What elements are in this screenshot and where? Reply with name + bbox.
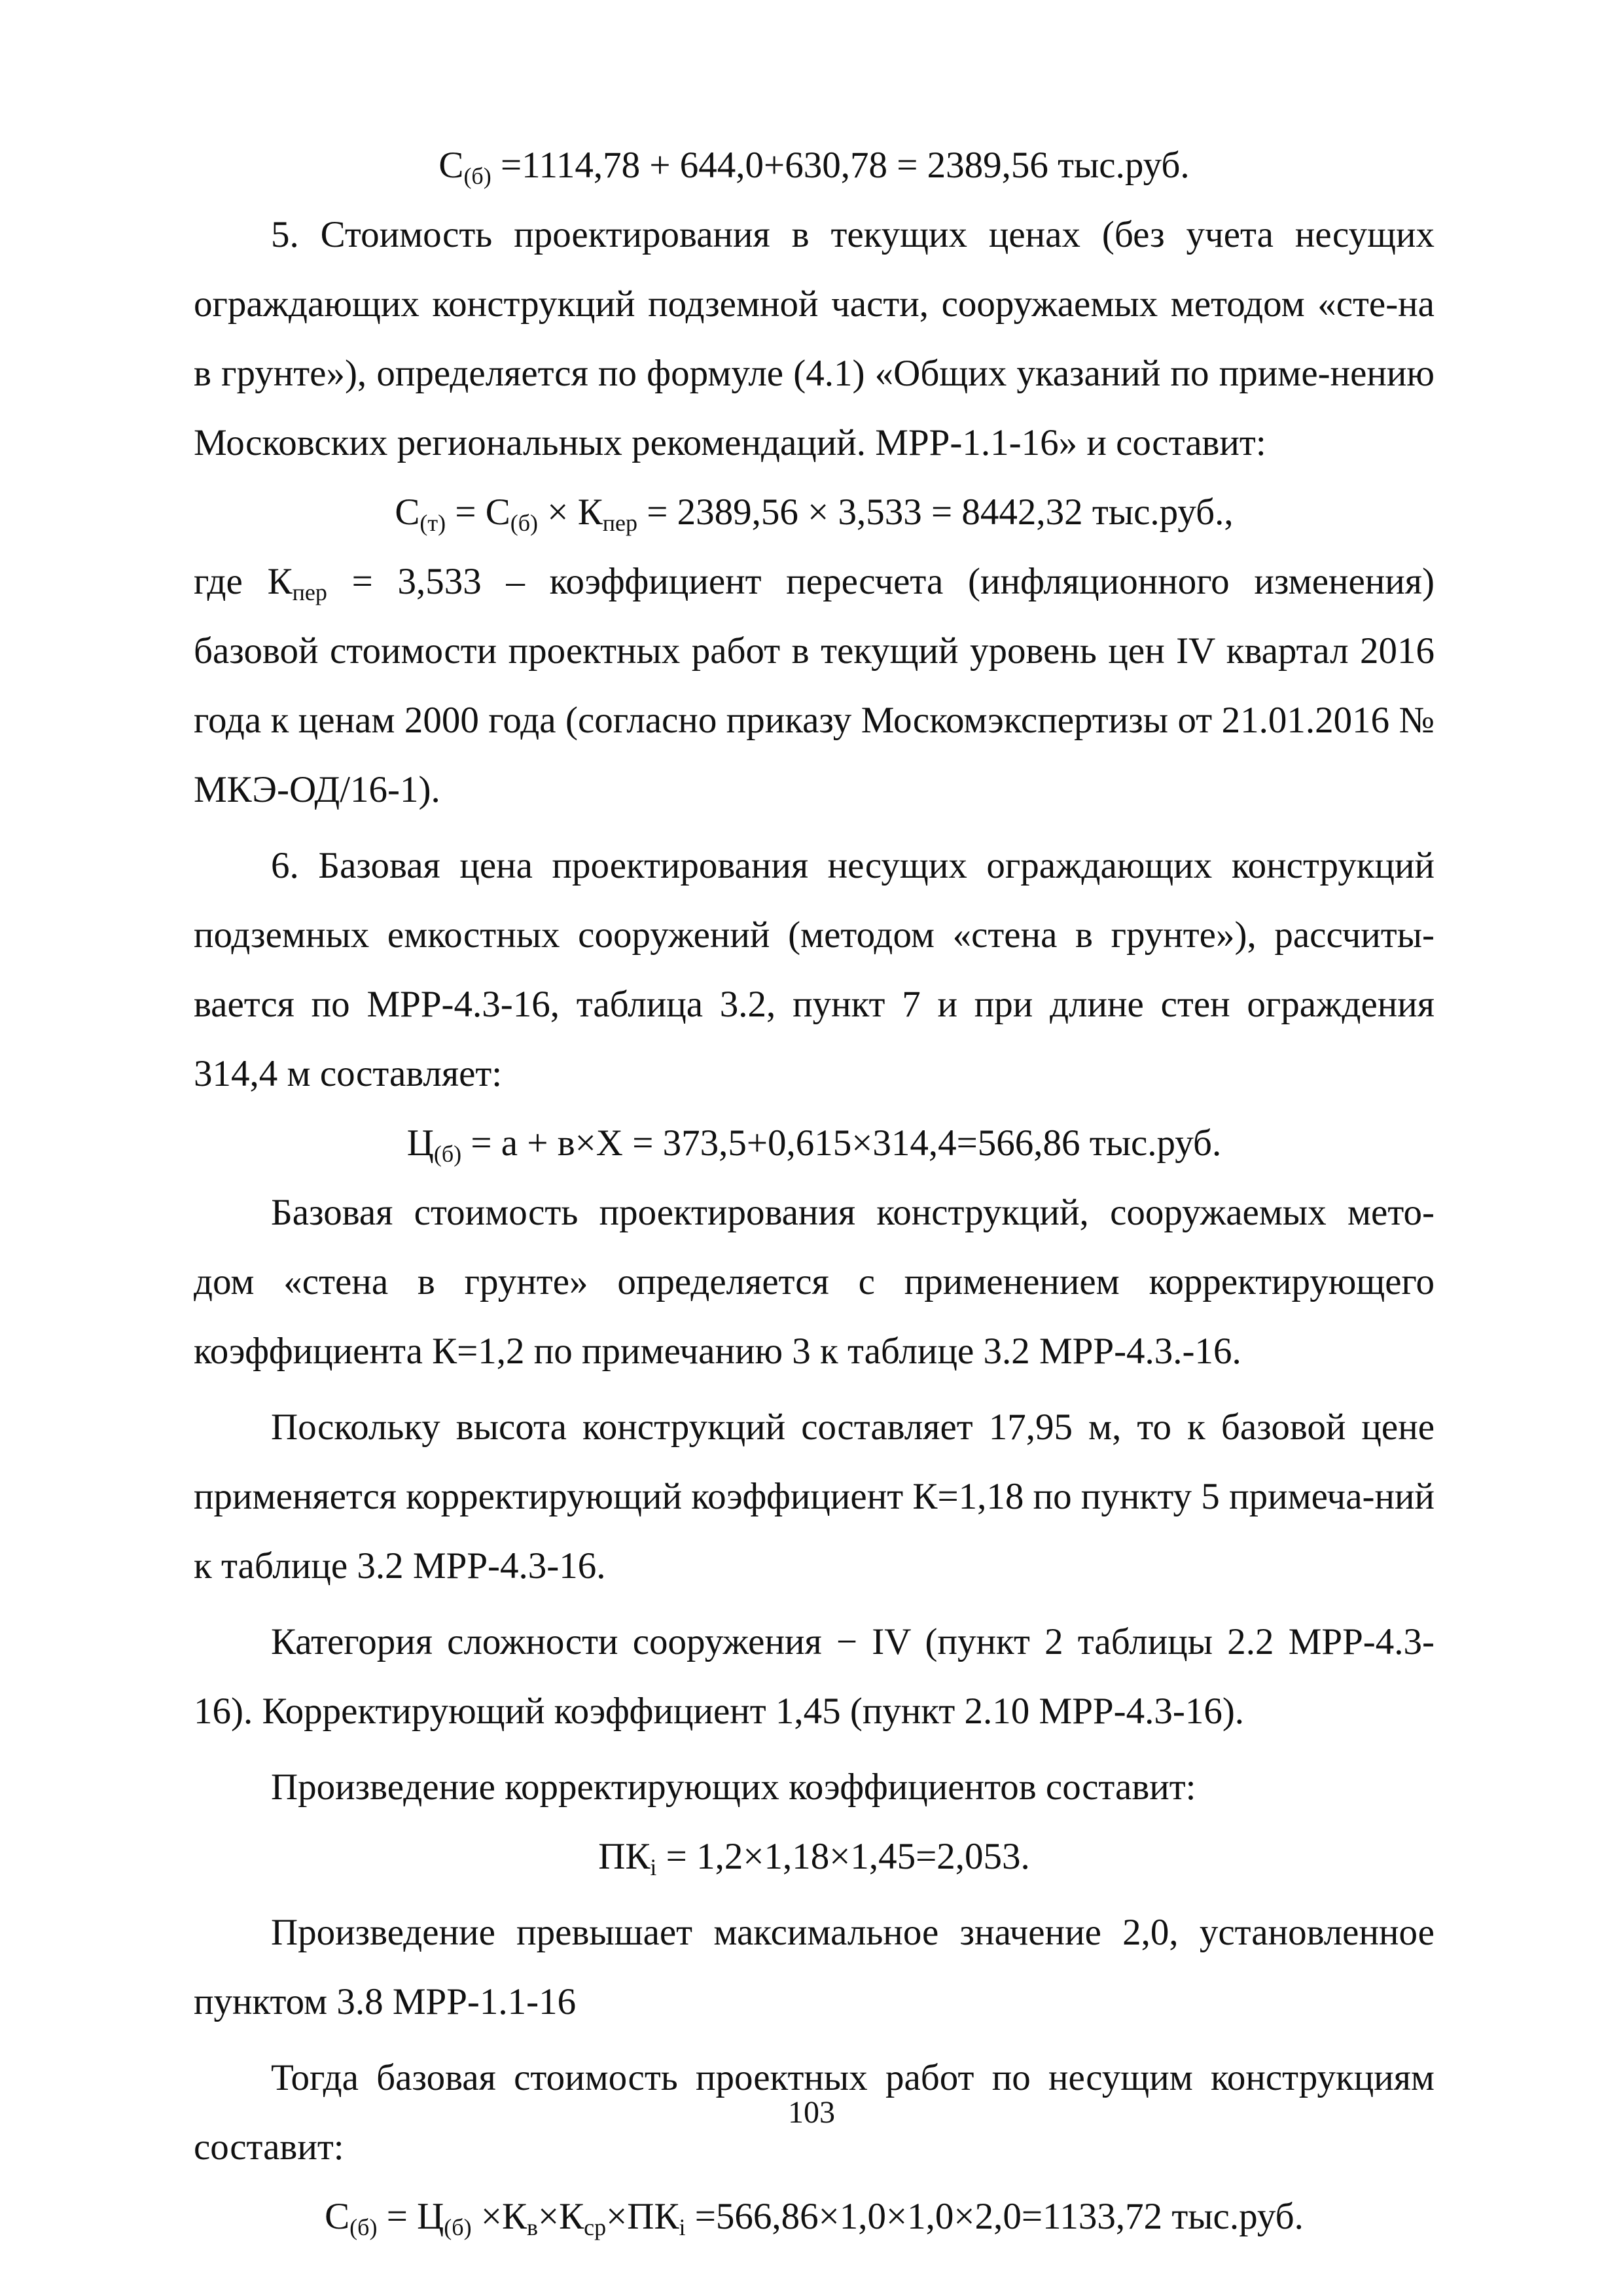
formula-current-cost: $С_{(т)} = С_{(б)} \times К_{пер} = 2389,56 \times 3,533 = 8442,32$ тыс.руб., [395, 492, 1234, 536]
paragraph-base-design-cost: Базовая стоимость проектирования конструкций, сооружаемых мето-дом «стена в грунте» определяется с применением корректирующего коэффициента К=1,2 по примечанию 3 к таблице 3.2 МРР-4.3.-16. [194, 1192, 1435, 1372]
formula-final-base-cost: $С_{(б)} = Ц_{(б)} \times К_в\times К_{ср}\times ПК_i =566,86\times 1,0\times 1,0\times 2,0=1133,72$ тыс.руб. [325, 2196, 1304, 2240]
paragraph-height-coefficient: Поскольку высота конструкций составляет 17,95 м, то к базовой цене применяется корректирующий коэффициент К=1,18 по пункту 5 примеча-ний к таблице 3.2 МРР-4.3-16. [194, 1407, 1435, 1587]
formula-coefficient-product: $ПК_i = 1,2\times 1,18\times 1,45=2,053$. [598, 1836, 1030, 1880]
paragraph-6-base-price: 6. Базовая цена проектирования несущих ограждающих конструкций подземных емкостных сооружений (методом «стена в грунте»), рассчиты-вается по МРР-4.3-16, таблица 3.2, пункт 7 и при длине стен ограждения 314,4 м составляет: [194, 845, 1435, 1094]
paragraph-where-coefficient: где $К_{пер} = 3,533$ – коэффициент пересчета (инфляционного изменения) базовой стоимости проектных работ в текущий уровень цен IV квартал 2016 года к ценам 2000 года (согласно приказу Москомэкспертизы от 21.01.2016 № МКЭ-ОД/16-1). [194, 561, 1435, 810]
paragraph-5-current-prices: 5. Стоимость проектирования в текущих ценах (без учета несущих ограждающих конструкций подземной части, сооружаемых методом «сте-на в грунте»), определяется по формуле (4.1) «Общих указаний по приме-нению Московских региональных рекомендаций. МРР-1.1-16» и составит: [194, 214, 1435, 463]
paragraph-then-base-cost: Тогда базовая стоимость проектных работ по несущим конструкциям составит: [194, 2057, 1435, 2168]
page-number: 103 [788, 2095, 835, 2130]
paragraph-coefficient-product: Произведение корректирующих коэффициентов составит: [271, 1767, 1196, 1808]
paragraph-exceeds-maximum: Произведение превышает максимальное значение 2,0, установленное пунктом 3.8 МРР-1.1-16 [194, 1912, 1435, 2022]
document-page [194, 131, 1435, 2251]
formula-base-cost-total: $С_{(б)} =1114,78 + 644,0+630,78 = 2389,56$ тыс.руб. [438, 145, 1190, 189]
paragraph-complexity-category: Категория сложности сооружения − IV (пункт 2 таблицы 2.2 МРР-4.3-16). Корректирующий коэффициент 1,45 (пункт 2.10 МРР-4.3-16). [194, 1621, 1435, 1732]
formula-base-price: $Ц_{(б)} = а + в\times Х = 373,5+0,615\times 314,4=566,86$ тыс.руб. [406, 1122, 1222, 1167]
